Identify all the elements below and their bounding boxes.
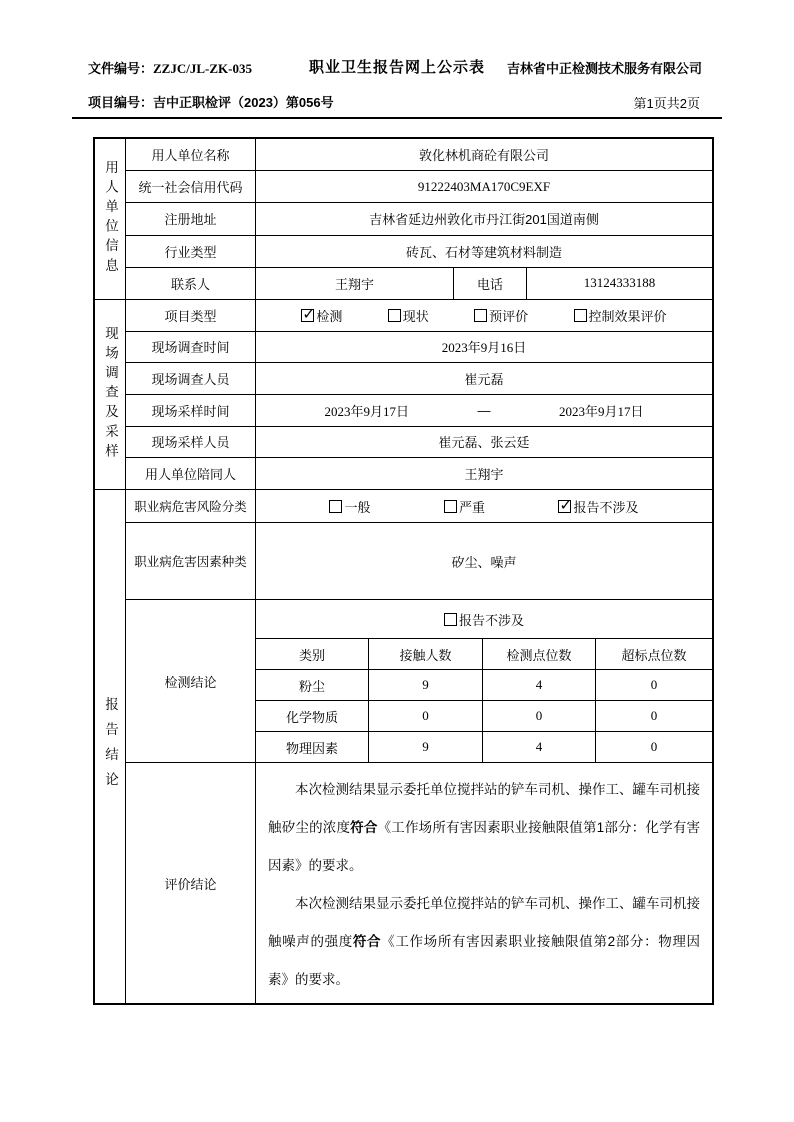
document-number-label: 文件编号：	[88, 61, 154, 76]
option-control-effect: 控制效果评价	[574, 306, 667, 325]
checkbox-risk-general-icon	[329, 500, 342, 513]
header-category: 类别	[256, 639, 369, 669]
section-label-employer: 用人单位信息	[95, 139, 126, 299]
checkbox-detection-not-involved-icon	[444, 613, 457, 626]
phone-value: 13124333188	[583, 275, 656, 291]
option-status-quo: 现状	[388, 306, 429, 325]
credit-code-label: 统一社会信用代码	[126, 171, 256, 202]
survey-staff-label: 现场调查人员	[126, 363, 256, 394]
form-table	[93, 137, 714, 1005]
checkbox-pre-evaluation-icon	[474, 309, 487, 322]
employer-name-value: 敦化林机商砼有限公司	[418, 148, 549, 164]
sampling-staff-label: 现场采样人员	[126, 427, 256, 458]
section-label-report: 报告结论	[95, 490, 126, 1003]
survey-time-value: 2023年9月16日	[441, 340, 527, 356]
detection-table-header	[256, 639, 712, 670]
checkbox-control-effect-icon	[574, 309, 587, 322]
industry-type-value: 砖瓦、石材等建筑材料制造	[405, 244, 562, 260]
row-contact	[126, 268, 712, 299]
hazard-factors-value: 矽尘、噪声	[451, 554, 517, 570]
option-risk-not-involved: ✓ 报告不涉及	[558, 497, 638, 516]
company-name: 吉林省中正检测技术服务有限公司	[506, 61, 702, 76]
hazard-factors-label: 职业病危害因素种类	[126, 523, 256, 599]
risk-classification-label: 职业病危害风险分类	[126, 490, 256, 522]
row-risk-classification	[126, 490, 712, 523]
industry-type-label: 行业类型	[126, 236, 256, 267]
sampling-staff-value: 崔元磊、张云廷	[438, 435, 530, 451]
project-number-label: 项目编号：	[88, 95, 154, 110]
option-detection: ✓ 检测	[301, 306, 342, 325]
header-exposed-count: 接触人数	[369, 639, 483, 669]
employer-name-label: 用人单位名称	[126, 139, 256, 170]
header-points-count: 检测点位数	[483, 639, 596, 669]
phone-label: 电话	[454, 268, 527, 299]
checkbox-status-quo-icon	[388, 309, 401, 322]
project-type-label: 项目类型	[126, 300, 256, 331]
row-detection-conclusion	[126, 600, 712, 763]
sampling-time-label: 现场采样时间	[126, 395, 256, 426]
row-survey-staff	[126, 363, 712, 395]
project-number-value: 吉中正职检评（2023）第056号	[153, 95, 334, 110]
escort-value: 王翔宇	[464, 467, 504, 483]
evaluation-conclusion-label: 评价结论	[126, 763, 256, 1003]
header-exceed-count: 超标点位数	[621, 647, 687, 663]
sampling-start-date: 2023年9月17日	[324, 403, 409, 419]
detection-conclusion-label: 检测结论	[126, 600, 256, 762]
contact-label: 联系人	[126, 268, 256, 299]
row-survey-time	[126, 332, 712, 364]
page-indicator: 第1页共2页	[633, 96, 700, 111]
detection-table	[256, 600, 712, 762]
evaluation-paragraph-noise: 本次检测结果显示委托单位搅拌站的铲车司机、操作工、罐车司机接触噪声的强度符合《工作场所有害因素职业接触限值第2部分：物理因素》的要求。	[268, 896, 701, 987]
checkbox-risk-not-involved-icon	[558, 500, 571, 513]
row-evaluation-conclusion	[126, 763, 712, 1003]
evaluation-conclusion-text	[256, 763, 712, 1003]
row-credit-code	[126, 171, 712, 203]
sampling-time-value	[256, 395, 712, 426]
table-row-physical: 物理因素 9 4 0	[256, 732, 712, 762]
registered-address-value: 吉林省延边州敦化市丹江街201国道南侧	[369, 212, 599, 228]
date-range-dash: —	[477, 402, 491, 418]
row-sampling-staff	[126, 427, 712, 459]
document-number-value: ZZJC/JL-ZK-035	[153, 61, 252, 76]
row-employer-name	[126, 139, 712, 171]
row-registered-address	[126, 203, 712, 235]
header-divider	[72, 117, 722, 119]
project-number	[88, 92, 334, 111]
table-row-dust: 粉尘 9 4 0	[256, 670, 712, 701]
option-risk-severe: 严重	[444, 497, 485, 516]
section-label-survey: 现场调查及采样	[95, 300, 126, 489]
row-escort	[126, 458, 712, 489]
row-sampling-time	[126, 395, 712, 427]
section-survey-sampling	[95, 300, 712, 490]
document-number	[88, 58, 252, 77]
escort-label: 用人单位陪同人	[126, 458, 256, 489]
section-report-conclusion	[95, 490, 712, 1003]
contact-value: 王翔宇	[256, 268, 454, 299]
checkbox-detection-icon	[301, 309, 314, 322]
survey-time-label: 现场调查时间	[126, 332, 256, 363]
option-pre-evaluation: 预评价	[474, 306, 528, 325]
option-risk-general: 一般	[329, 497, 370, 516]
survey-staff-value: 崔元磊	[464, 372, 504, 388]
detection-not-involved: 报告不涉及	[256, 600, 712, 639]
evaluation-paragraph-dust: 本次检测结果显示委托单位搅拌站的铲车司机、操作工、罐车司机接触矽尘的浓度符合《工作场所有害因素职业接触限值第1部分：化学有害因素》的要求。	[268, 782, 701, 873]
row-industry-type	[126, 236, 712, 268]
checkbox-risk-severe-icon	[444, 500, 457, 513]
table-row-chemical: 化学物质 0 0 0	[256, 701, 712, 732]
section-employer-info	[95, 139, 712, 300]
page-title: 职业卫生报告网上公示表	[308, 59, 486, 76]
row-hazard-factors	[126, 523, 712, 600]
credit-code-value: 91222403MA170C9EXF	[417, 178, 551, 194]
registered-address-label: 注册地址	[126, 203, 256, 234]
sampling-end-date: 2023年9月17日	[558, 403, 644, 419]
row-project-type	[126, 300, 712, 332]
